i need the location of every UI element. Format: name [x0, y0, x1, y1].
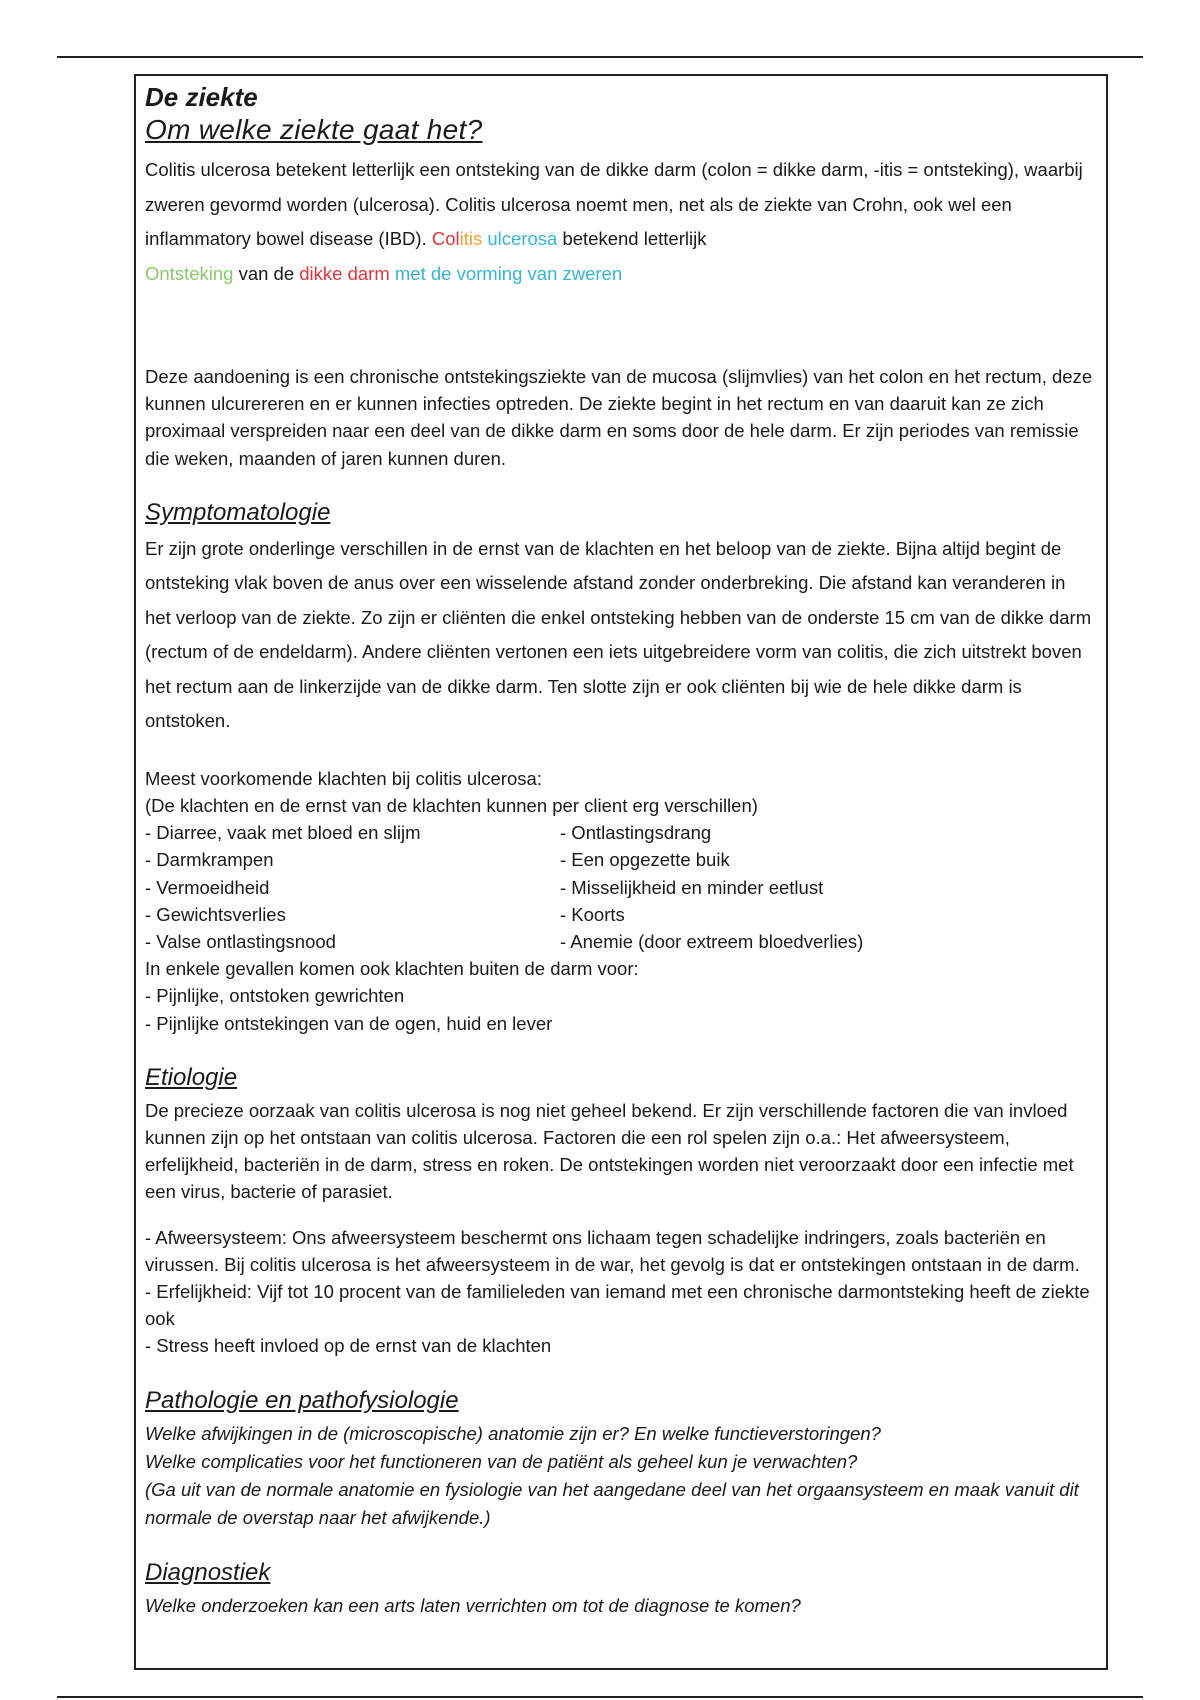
colored-word-ontsteking: Ontsteking	[145, 262, 234, 284]
colored-word-itis: itis	[459, 228, 483, 249]
intro-paragraph-2: Deze aandoening is een chronische ontstekingsziekte van de mucosa (slijmvlies) van het colon en het rectum, deze kunnen ulcurereren en er kunnen infecties optreden. De ziekte begint in het rectum en van daaruit kan ze zich proximaal verspreiden naar een deel van de dikke darm en soms door de hele darm. Er zijn periodes van remissie die weken, maanden of jaren kunnen duren.	[145, 366, 1093, 469]
top-rule	[57, 56, 1143, 58]
symptomatologie-heading: Symptomatologie	[145, 498, 331, 526]
diagnostiek-question: Welke onderzoeken kan een arts laten verrichten om tot de diagnose te komen?	[145, 1594, 801, 1616]
list-item: - Valse ontlastingsnood	[145, 931, 336, 953]
etiologie-heading: Etiologie	[145, 1063, 238, 1091]
extra-complaints-intro: In enkele gevallen komen ook klachten buiten de darm voor:	[145, 958, 639, 980]
colored-word-ulcerosa: ulcerosa	[487, 228, 558, 249]
complaints-intro-2: (De klachten en de ernst van de klachten kunnen per client erg verschillen)	[145, 795, 758, 817]
list-item: - Anemie (door extreem bloedverlies)	[560, 931, 864, 953]
complaints-list	[145, 819, 1096, 955]
pathologie-note: (Ga uit van de normale anatomie en fysiologie van het aangedane deel van het orgaansysteem en maak vanuit dit normale de overstap naar het afwijkende.)	[145, 1478, 1079, 1528]
colored-word-zweren: met de vorming van zweren	[394, 262, 623, 284]
page-title: De ziekte	[145, 82, 258, 112]
pathologie-question-2: Welke complicaties voor het functioneren van de patiënt als geheel kun je verwachten?	[145, 1450, 858, 1472]
intro-paragraph	[145, 153, 1096, 291]
colored-word-col: Col	[431, 228, 460, 249]
colored-line-text: betekend letterlijk	[562, 228, 707, 249]
pathologie-question-1: Welke afwijkingen in de (microscopische) anatomie zijn er? En welke functieverstoringen?	[145, 1422, 881, 1444]
intro-text: Colitis ulcerosa betekent letterlijk een ontsteking van de dikke darm (colon = dikke darm, -itis = ontsteking), waarbij zweren gevormd worden (ulcerosa). Colitis ulcerosa noemt men, net als de ziekte van Crohn, ook wel een inflammatory bowel disease (IBD).	[145, 159, 1083, 249]
list-item: - Darmkrampen	[145, 849, 274, 871]
list-item: - Vermoeidheid	[145, 876, 270, 898]
list-item: - Ontlastingsdrang	[560, 822, 712, 844]
complaints-right-column	[560, 819, 863, 955]
document-frame	[134, 74, 1108, 1670]
colored-line-vande: van de	[238, 262, 295, 284]
list-item: - Een opgezette buik	[560, 849, 730, 871]
list-item: - Pijnlijke ontstekingen van de ogen, huid en lever	[145, 1012, 553, 1034]
etiologie-item-afweersysteem: - Afweersysteem: Ons afweersysteem beschermt ons lichaam tegen schadelijke indringers, zoals bacteriën en virussen. Bij colitis ulcerosa is het afweersysteem in de war, het gevolg is dat er ontstekingen ontstaan in de darm.	[145, 1226, 1080, 1275]
list-item: - Misselijkheid en minder eetlust	[560, 876, 824, 898]
etiologie-item-erfelijkheid: - Erfelijkheid: Vijf tot 10 procent van de familieleden van iemand met een chronische darmontsteking heeft de ziekte ook	[145, 1281, 1090, 1330]
list-item: - Koorts	[560, 903, 625, 925]
list-item: - Diarree, vaak met bloed en slijm	[145, 822, 421, 844]
pathologie-heading: Pathologie en pathofysiologie	[145, 1386, 459, 1414]
intro-heading: Om welke ziekte gaat het?	[145, 114, 483, 145]
diagnostiek-heading: Diagnostiek	[145, 1558, 271, 1586]
list-item: - Gewichtsverlies	[145, 903, 286, 925]
colored-word-dikke-darm: dikke darm	[299, 262, 390, 284]
complaints-left-column	[145, 819, 560, 955]
list-item: - Pijnlijke, ontstoken gewrichten	[145, 985, 405, 1007]
symptomatologie-paragraph: Er zijn grote onderlinge verschillen in de ernst van de klachten en het beloop van de ziekte. Bijna altijd begint de ontsteking vlak boven de anus over een wisselende afstand zonder onderbreking. Die afstand kan veranderen in het verloop van de ziekte. Zo zijn er cliënten die enkel ontsteking hebben van de onderste 15 cm van de dikke darm (rectum of de endeldarm). Andere cliënten vertonen een iets uitgebreidere vorm van colitis, die zich uitstrekt boven het rectum aan de linkerzijde van de dikke darm. Ten slotte zijn er ook cliënten bij wie de hele dikke darm is ontstoken.	[145, 537, 1092, 732]
bottom-rule	[57, 1696, 1143, 1698]
etiologie-item-stress: - Stress heeft invloed op de ernst van de klachten	[145, 1335, 552, 1357]
etiologie-paragraph: De precieze oorzaak van colitis ulcerosa is nog niet geheel bekend. Er zijn verschillende factoren die van invloed kunnen zijn op het ontstaan van colitis ulcerosa. Factoren die een rol spelen zijn o.a.: Het afweersysteem, erfelijkheid, bacteriën in de darm, stress en roken. De ontstekingen worden niet veroorzaakt door een infectie met een virus, bacterie of parasiet.	[145, 1099, 1074, 1203]
complaints-intro-1: Meest voorkomende klachten bij colitis ulcerosa:	[145, 767, 542, 789]
